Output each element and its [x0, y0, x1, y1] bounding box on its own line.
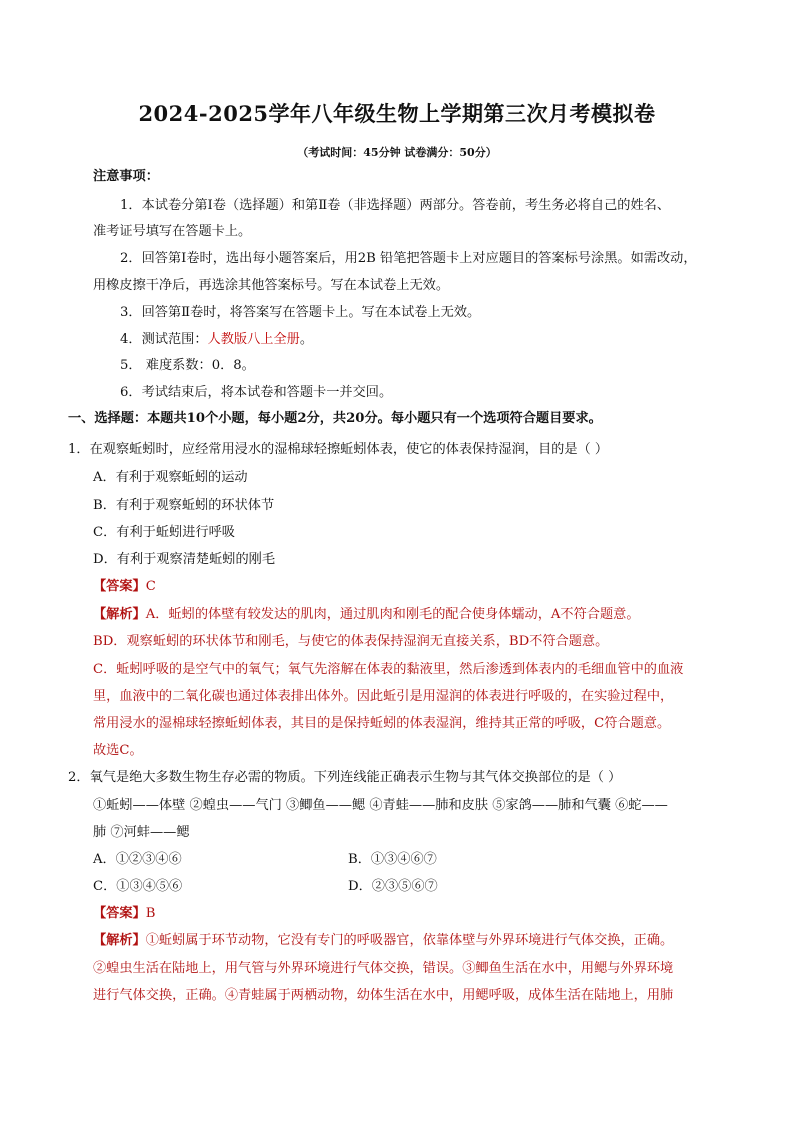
note-1a: 1．本试卷分第Ⅰ卷（选择题）和第Ⅱ卷（非选择题）两部分。答卷前，考生务必将自己的姓名、	[120, 198, 671, 213]
q1-analysis-3: C．蚯蚓呼吸的是空气中的氧气；氧气先溶解在体表的黏液里，然后渗透到体表内的毛细血管中的血液	[93, 662, 684, 677]
exam-info: （考试时间：45分钟 试卷满分：50分）	[297, 146, 497, 159]
q1-stem: 1．在观察蚯蚓时，应经常用浸水的湿棉球轻擦蚯蚓体表，使它的体表保持湿润，目的是（ ）	[68, 442, 609, 457]
q1-answer-value: C	[145, 579, 156, 594]
q1-answer	[93, 578, 156, 596]
q2-items-b: 肺 ⑦河蚌——鳃	[93, 825, 190, 840]
q1-analysis-1: 【解析】A．蚯蚓的体壁有较发达的肌肉，通过肌肉和刚毛的配合使身体蠕动，A不符合题意。	[93, 607, 640, 622]
q1-option-a: A．有利于观察蚯蚓的运动	[93, 470, 248, 485]
q1-analysis-4: 里，血液中的二氧化碳也通过体表排出体外。因此蚯引是用湿润的体表进行呼吸的，在实验过程中，	[93, 689, 674, 704]
q1-option-c: C．有利于蚯蚓进行呼吸	[93, 525, 235, 540]
q2-option-d: D．②③⑤⑥⑦	[348, 879, 438, 894]
q1-answer-label: 【答案】	[93, 579, 146, 594]
q1-option-d: D．有利于观察清楚蚯蚓的刚毛	[93, 552, 276, 567]
q2-items-a: ①蚯蚓——体壁 ②蝗虫——气门 ③鲫鱼——鳃 ④青蛙——肺和皮肤 ⑤家鸽——肺和气囊 ⑥蛇——	[93, 798, 668, 813]
q2-answer-label: 【答案】	[93, 906, 146, 921]
note-2a: 2．回答第Ⅰ卷时，选出每小题答案后，用2B 铅笔把答题卡上对应题目的答案标号涂黑。如需改动，	[120, 251, 697, 266]
q1-analysis-label: 【解析】	[93, 607, 146, 622]
notes-heading: 注意事项：	[93, 169, 159, 184]
q2-analysis-2: ②蝗虫生活在陆地上，用气管与外界环境进行气体交换，错误。③鲫鱼生活在水中，用鳃与外界环境	[93, 961, 674, 976]
q2-option-a: A．①②③④⑥	[93, 852, 182, 867]
q1-analysis-5: 常用浸水的湿棉球轻擦蚯蚓体表，其目的是保持蚯蚓的体表湿润，维持其正常的呼吸，C符合题意。	[93, 716, 671, 731]
test-scope: 人教版八上全册	[207, 332, 300, 347]
q1-analysis-6: 故选C。	[93, 743, 143, 758]
note-4-suffix: 。	[299, 332, 314, 347]
q1-analysis-2: BD．观察蚯蚓的环状体节和刚毛，与使它的体表保持湿润无直接关系，BD不符合题意。	[93, 634, 609, 649]
section-heading: 一、选择题：本题共10个小题，每小题2分，共20分。每小题只有一个选项符合题目要求。	[68, 411, 602, 426]
note-3: 3．回答第Ⅱ卷时，将答案写在答题卡上。写在本试卷上无效。	[120, 305, 481, 320]
page-title: 2024-2025学年八年级生物上学期第三次月考模拟卷	[138, 101, 656, 126]
q1-option-b: B．有利于观察蚯蚓的环状体节	[93, 498, 275, 513]
q2-stem: 2．氧气是绝大多数生物生存必需的物质。下列连线能正确表示生物与其气体交换部位的是（ ）	[68, 770, 622, 785]
note-4-prefix: 4．测试范围：	[120, 332, 208, 347]
note-4	[120, 331, 313, 349]
note-5: 5． 难度系数：0．8。	[120, 358, 255, 373]
q2-analysis-label: 【解析】	[93, 933, 146, 948]
q2-answer	[93, 905, 155, 923]
note-6: 6．考试结束后，将本试卷和答题卡一并交回。	[120, 385, 393, 400]
q2-option-b: B．①③④⑥⑦	[348, 852, 437, 867]
q2-analysis-3: 进行气体交换，正确。④青蛙属于两栖动物，幼体生活在水中，用鳃呼吸，成体生活在陆地上，用肺	[93, 988, 674, 1003]
note-2b: 用橡皮擦干净后，再选涂其他答案标号。写在本试卷上无效。	[93, 278, 450, 293]
q2-answer-value: B	[145, 906, 156, 921]
q2-analysis-1: 【解析】①蚯蚓属于环节动物，它没有专门的呼吸器官，依靠体壁与外界环境进行气体交换，正确。	[93, 933, 674, 948]
q2-option-c: C．①③④⑤⑥	[93, 879, 183, 894]
note-1b: 准考证号填写在答题卡上。	[93, 224, 252, 239]
